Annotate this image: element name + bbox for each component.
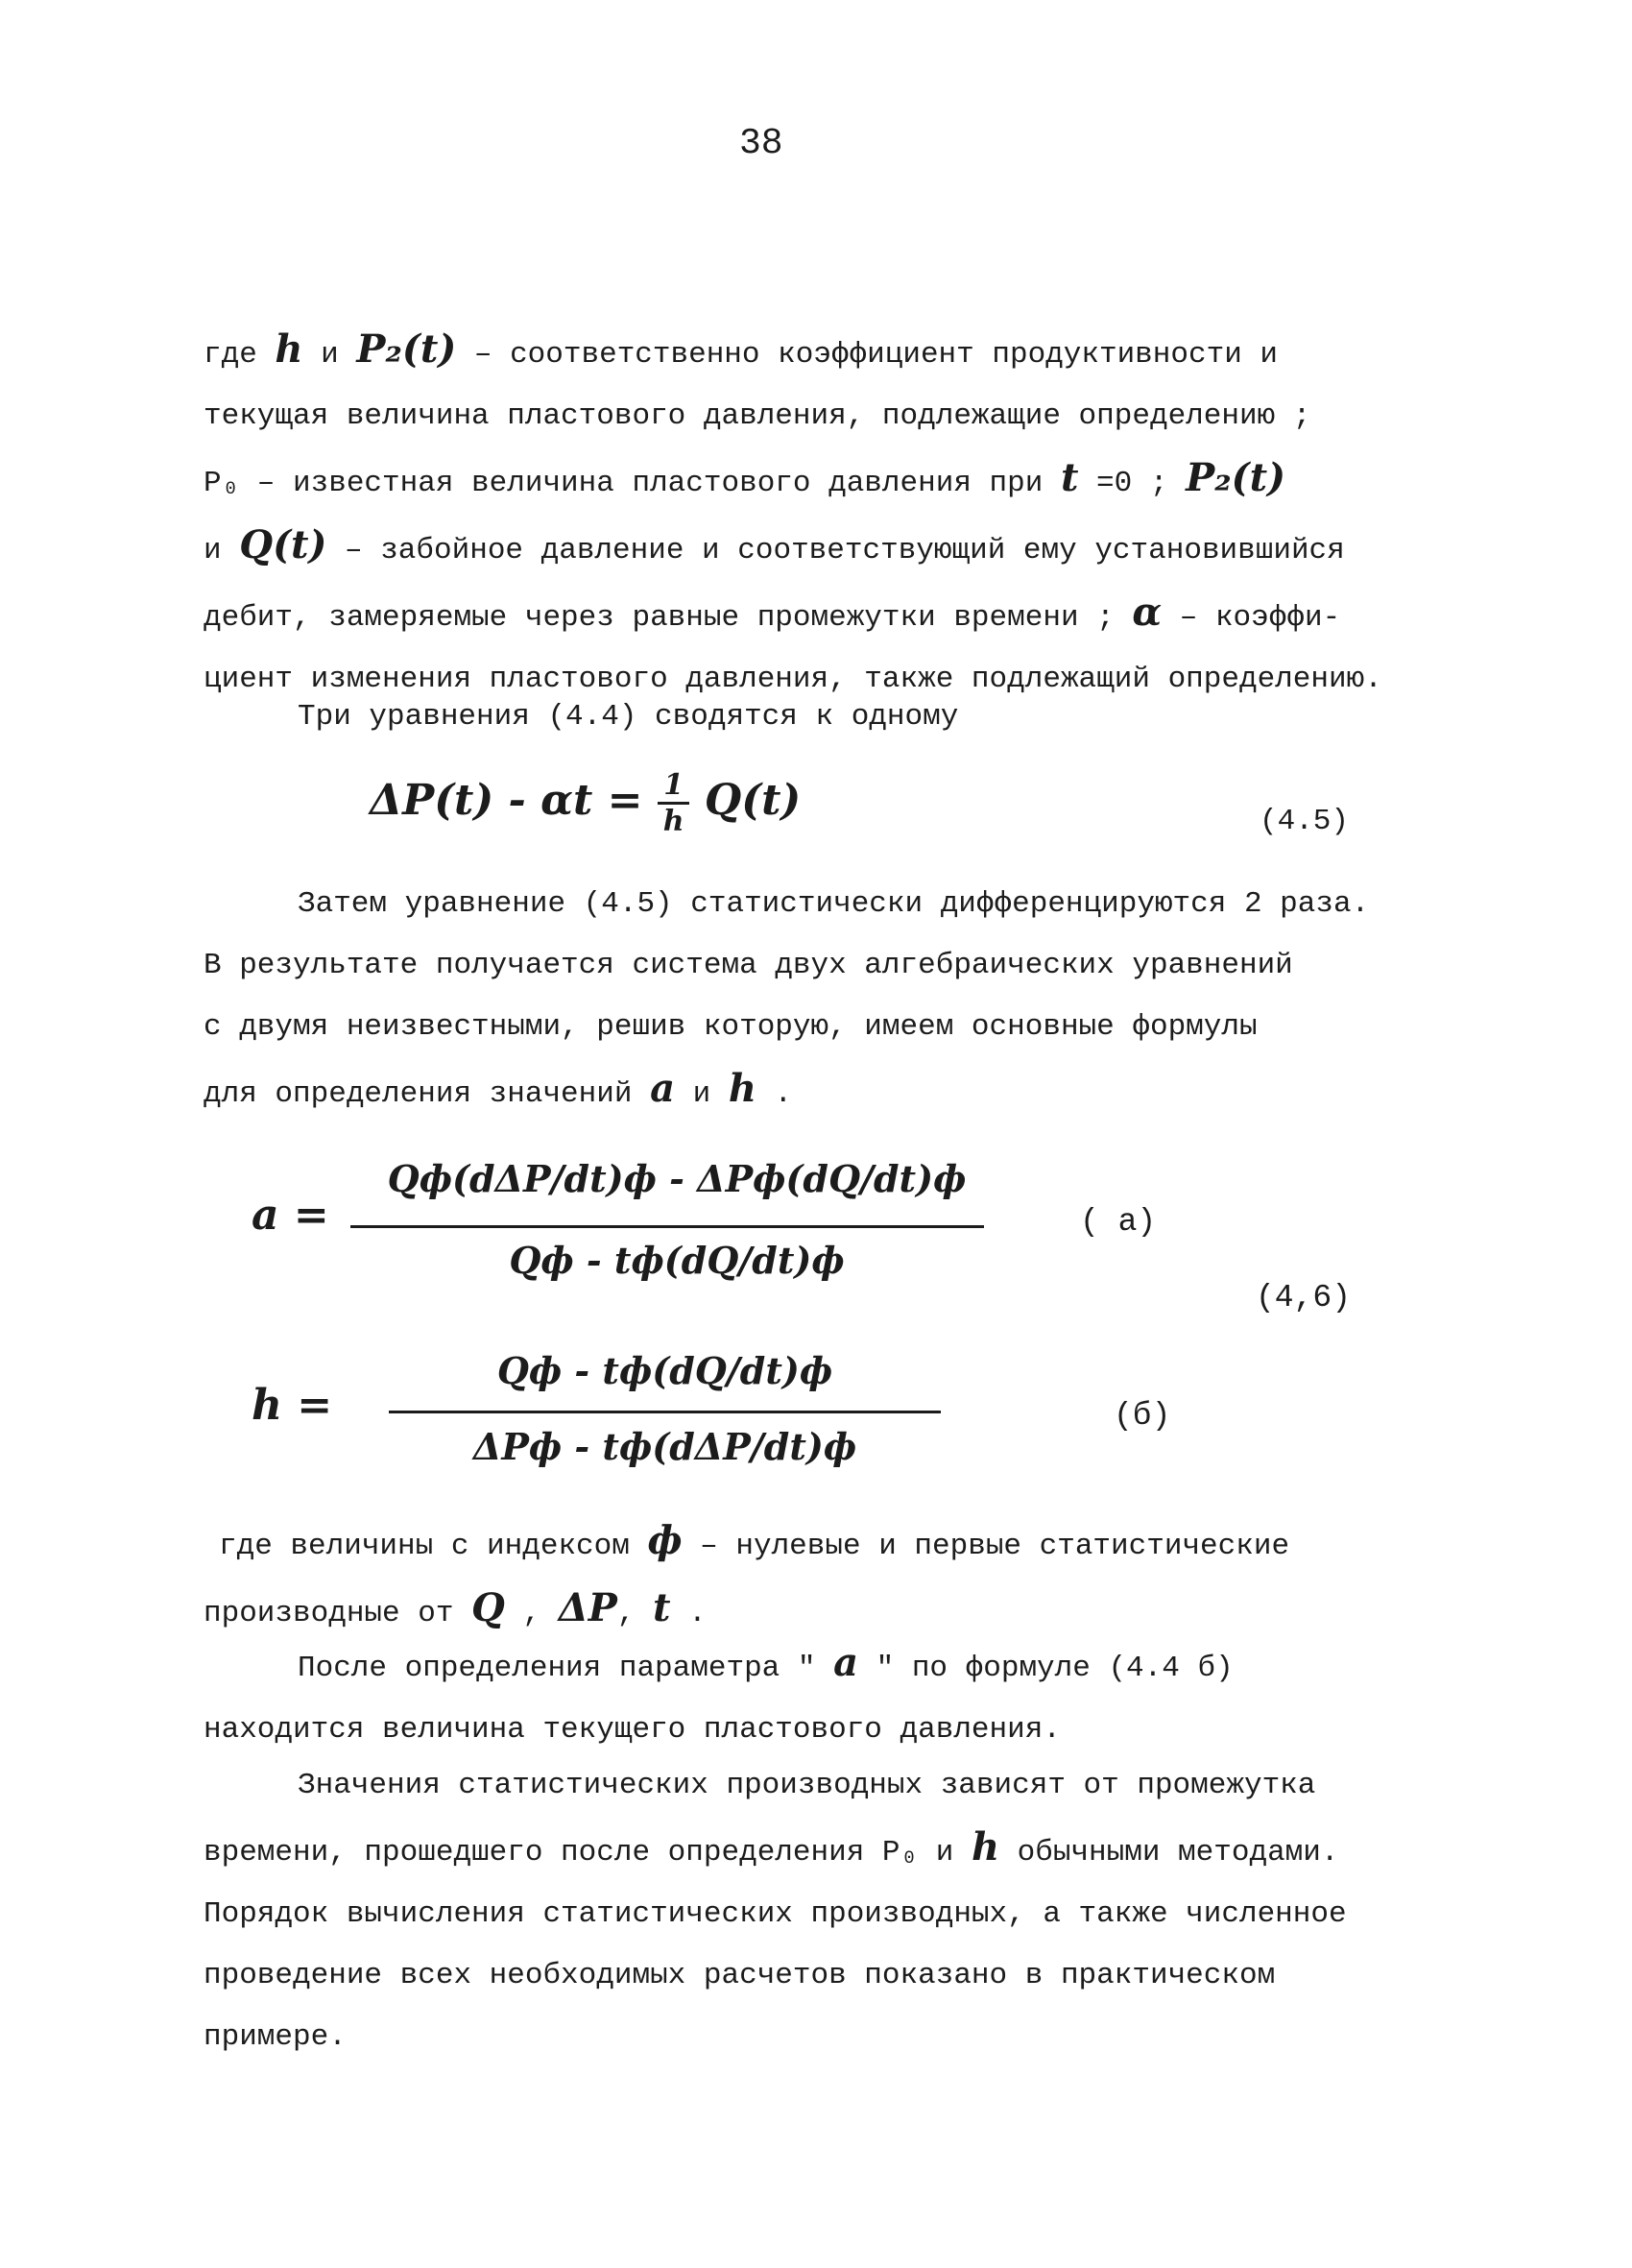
text-line: и Q(t) – забойное давление и соответствующий ему установившийся	[204, 522, 1345, 567]
eq-fraction: $\frac{1}{h}$	[658, 768, 690, 838]
eq-lhs: ΔP(t) - αt =	[370, 776, 643, 825]
text-line: с двумя неизвестными, решив которую, имеем основные формулы	[204, 1010, 1258, 1044]
text-line: циент изменения пластового давления, также подлежащий определению.	[204, 663, 1382, 696]
equation-4-5	[370, 768, 801, 838]
text-line: Порядок вычисления статистических производных, а также численное	[204, 1897, 1347, 1931]
text-line: производные от Q , ΔP, t .	[204, 1585, 707, 1630]
text-line: В результате получается система двух алгебраических уравнений	[204, 949, 1293, 982]
inline-symbol: P₂(t)	[1186, 455, 1285, 500]
inline-symbol: α	[1132, 590, 1163, 635]
text-line: проведение всех необходимых расчетов показано в практическом	[204, 1959, 1276, 1992]
text-line: Значения статистических производных зависят от промежутка	[298, 1769, 1316, 1802]
inline-symbol: h	[275, 326, 303, 372]
equation-4-6b-denominator: ΔPф - tф(dΔP/dt)ф	[472, 1425, 857, 1468]
text-line: где величины с индексом ф – нулевые и первые статистические	[219, 1518, 1290, 1563]
equation-4-6a-numerator: Qф(dΔP/dt)ф - ΔPф(dQ/dt)ф	[387, 1157, 967, 1200]
equation-4-6a-denominator: Qф - tф(dQ/dt)ф	[509, 1239, 845, 1282]
inline-symbol: Q	[471, 1585, 505, 1630]
fraction-bar	[350, 1225, 984, 1228]
eq-rhs: Q(t)	[704, 776, 802, 825]
text-line: После определения параметра " a " по формуле (4.4 б)	[298, 1640, 1234, 1685]
text-line: дебит, замеряемые через равные промежутки времени ; α – коэффи-	[204, 590, 1341, 635]
paragraph-system	[204, 874, 1452, 1125]
paragraph-derivatives	[204, 1755, 1452, 2068]
page-number: 38	[739, 123, 783, 164]
equation-4-6b-lhs: h =	[252, 1381, 333, 1430]
equation-label-4-6: (4,6)	[1256, 1280, 1352, 1315]
paragraph-definitions	[204, 319, 1452, 711]
inline-symbol: Q(t)	[239, 522, 327, 567]
text-line: P₀ – известная величина пластового давления при t =0 ; P₂(t)	[204, 455, 1285, 500]
inline-symbol: ΔP	[558, 1585, 617, 1630]
equation-4-6a-lhs: a =	[252, 1191, 329, 1240]
equation-label-4-5: (4.5)	[1260, 805, 1350, 838]
inline-symbol: h	[728, 1066, 756, 1111]
inline-symbol: h	[971, 1824, 1000, 1870]
paragraph-index-note	[204, 1510, 1452, 1645]
text-line: Три уравнения (4.4) сводятся к одному	[298, 700, 959, 734]
text-line: Затем уравнение (4.5) статистически дифференцируются 2 раза.	[298, 887, 1370, 921]
text-line: находится величина текущего пластового давления.	[204, 1713, 1061, 1747]
inline-symbol: P₂(t)	[356, 326, 457, 372]
inline-symbol: t	[1060, 455, 1079, 500]
fraction-bar	[389, 1411, 941, 1413]
equation-4-6b-numerator: Qф - tф(dQ/dt)ф	[496, 1349, 833, 1392]
text-line: для определения значений a и h .	[204, 1066, 793, 1111]
equation-label-b: (б)	[1114, 1398, 1171, 1434]
inline-symbol: ф	[647, 1518, 683, 1563]
text-line: где h и P₂(t) – соответственно коэффициент продуктивности и	[204, 326, 1279, 372]
inline-symbol: a	[833, 1640, 859, 1685]
text-line: примере.	[204, 2020, 347, 2054]
inline-symbol: t	[653, 1585, 671, 1630]
paragraph-after-determination	[204, 1632, 1452, 1761]
text-line: текущая величина пластового давления, подлежащие определению ;	[204, 399, 1311, 433]
text-line: времени, прошедшего после определения P₀ и h обычными методами.	[204, 1824, 1339, 1870]
inline-symbol: a	[650, 1066, 675, 1111]
paragraph-reduction	[204, 687, 1546, 748]
equation-label-a: ( a)	[1080, 1204, 1157, 1240]
